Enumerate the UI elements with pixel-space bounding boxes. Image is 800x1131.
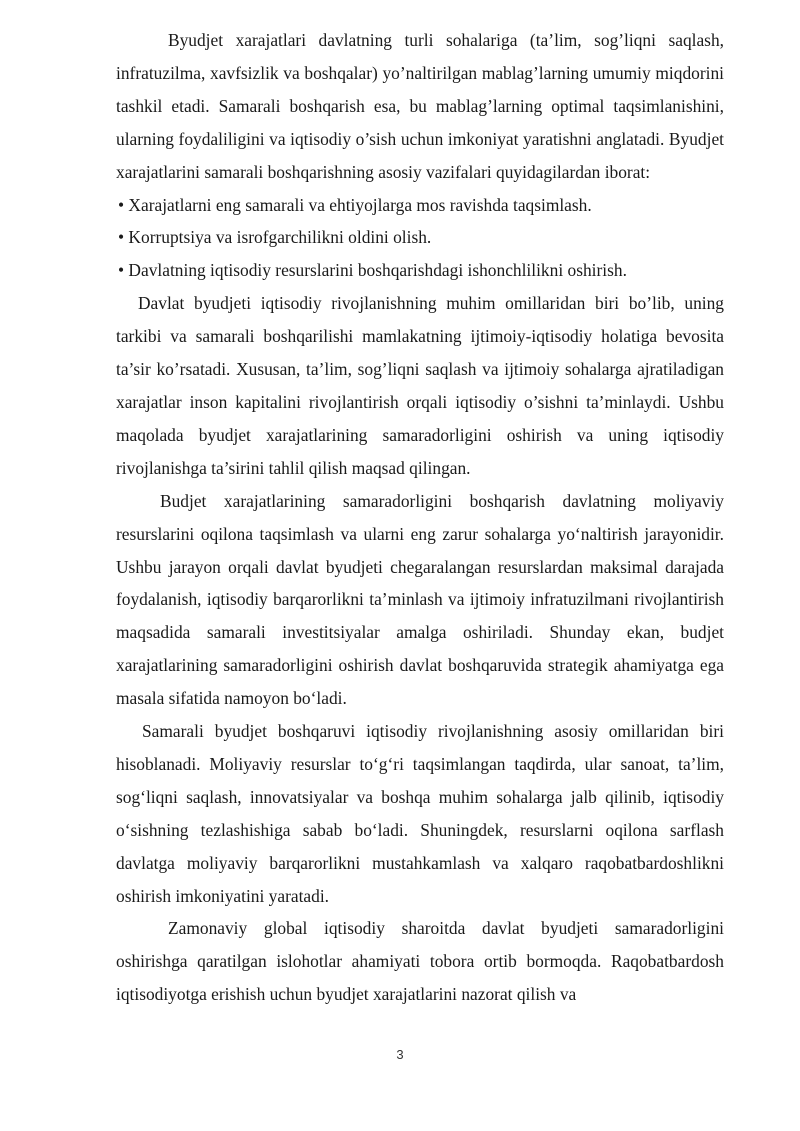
page-number: 3 bbox=[396, 1047, 404, 1062]
body-text bbox=[116, 24, 724, 1011]
paragraph-global-conditions: Zamonaviy global iqtisodiy sharoitda davlat byudjeti samaradorligini oshirishga qaratilgan islohotlar ahamiyati tobora ortib bormoqda. Raqobatbardosh iqtisodiyotga erishish uchun byudjet xarajatlarini nazorat qilish va bbox=[116, 918, 724, 1005]
paragraph-effective-budget-management: Samarali byudjet boshqaruvi iqtisodiy rivojlanishning asosiy omillaridan biri hisoblanadi. Moliyaviy resurslar to‘g‘ri taqsimlangan taqdirda, ular sanoat, ta’lim, sog‘liqni saqlash, innovatsiyalar va boshqa muhim sohalarga jalb qilinib, iqtisodiy o‘sishning tezlashishiga sabab bo‘ladi. Shuningdek, resurslarni oqilona sarflash davlatga moliyaviy barqarorlikni mustahkamlash va xalqaro raqobatbardoshlikni oshirish imkoniyatini yaratadi. bbox=[116, 721, 724, 906]
paragraph-budget-role: Davlat byudjeti iqtisodiy rivojlanishning muhim omillaridan biri bo’lib, uning tarkibi va samarali boshqarilishi mamlakatning ijtimoiy-iqtisodiy holatiga bevosita ta’sir ko’rsatadi. Xususan, ta’lim, sog’liqni saqlash va ijtimoiy sohalarga ajratiladigan xarajatlar inson kapitalini rivojlantirish orqali iqtisodiy o’sishni ta’minlaydi. Ushbu maqolada byudjet xarajatlarining samaradorligini oshirish va uning iqtisodiy rivojlanishga ta’sirini tahlil qilish maqsad qilingan. bbox=[116, 293, 724, 478]
list-item: • Davlatning iqtisodiy resurslarini boshqarishdagi ishonchlilikni oshirish. bbox=[118, 260, 627, 281]
list-item: • Xarajatlarni eng samarali va ehtiyojlarga mos ravishda taqsimlash. bbox=[118, 194, 592, 215]
paragraph-efficiency-management: Budjet xarajatlarining samaradorligini boshqarish davlatning moliyaviy resurslarini oqilona taqsimlash va ularni eng zarur sohalarga yo‘naltirish jarayonidir. Ushbu jarayon orqali davlat byudjeti chegaralangan resurslardan maksimal darajada foydalanish, iqtisodiy barqarorlikni ta’minlash va ijtimoiy infratuzilmani rivojlantirish maqsadida samarali investitsiyalar amalga oshiriladi. Shunday ekan, budjet xarajatlarining samaradorligini oshirish davlat boshqaruvida strategik ahamiyatga ega masala sifatida namoyon bo‘ladi. bbox=[116, 490, 724, 709]
list-item: • Korruptsiya va isrofgarchilikni oldini olish. bbox=[118, 227, 432, 248]
tasks-bullet-list bbox=[116, 189, 724, 288]
paragraph-intro: Byudjet xarajatlari davlatning turli sohalariga (ta’lim, sog’liqni saqlash, infratuzilma, xavfsizlik va boshqalar) yo’naltirilgan mablag’larning umumiy miqdorini tashkil etadi. Samarali boshqarish esa, bu mablag’larning optimal taqsimlanishini, ularning foydaliligini va iqtisodiy o’sish uchun imkoniyat yaratishni anglatadi. Byudjet xarajatlarini samarali boshqarishning asosiy vazifalari quyidagilardan iborat: bbox=[116, 30, 724, 182]
